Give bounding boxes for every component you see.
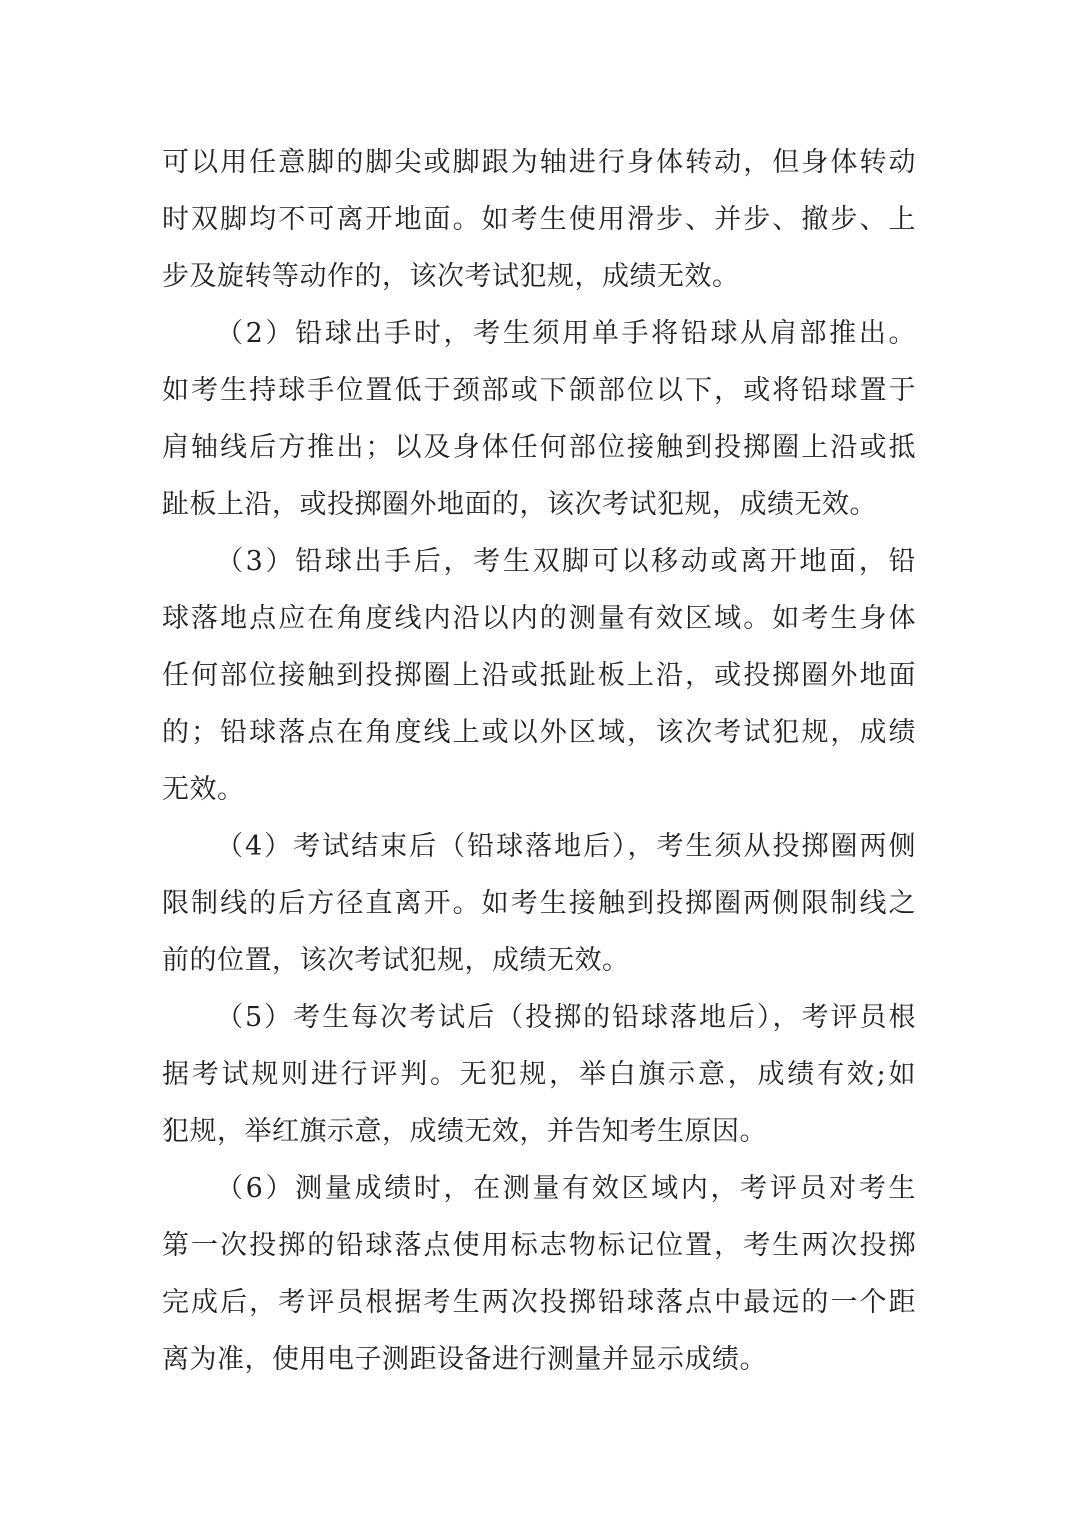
text-line: （3）铅球出手后，考生双脚可以移动或离开地面，铅	[216, 546, 916, 577]
text-line: （4）考试结束后（铅球落地后），考生须从投掷圈两侧	[216, 831, 916, 862]
text-line: 离为准，使用电子测距设备进行测量并显示成绩。	[162, 1344, 767, 1375]
text-line: 时双脚均不可离开地面。如考生使用滑步、并步、撤步、上	[162, 204, 916, 235]
paragraph-continuation	[162, 134, 916, 305]
document-text-block	[162, 134, 916, 1388]
text-line: 据考试规则进行评判。无犯规，举白旗示意，成绩有效;如	[162, 1059, 916, 1090]
text-line: 任何部位接触到投掷圈上沿或抵趾板上沿，或投掷圈外地面	[162, 660, 916, 691]
paragraph-item-2	[162, 305, 916, 533]
text-line: （6）测量成绩时，在测量有效区域内，考评员对考生	[216, 1173, 916, 1204]
text-line: 趾板上沿，或投掷圈外地面的，该次考试犯规，成绩无效。	[162, 489, 877, 520]
text-line: 可以用任意脚的脚尖或脚跟为轴进行身体转动，但身体转动	[162, 147, 916, 178]
text-line: 完成后，考评员根据考生两次投掷铅球落点中最远的一个距	[162, 1287, 916, 1318]
text-line: 球落地点应在角度线内沿以内的测量有效区域。如考生身体	[162, 603, 916, 634]
paragraph-item-6	[162, 1160, 916, 1388]
text-line: 步及旋转等动作的，该次考试犯规，成绩无效。	[162, 261, 740, 292]
text-line: （2）铅球出手时，考生须用单手将铅球从肩部推出。	[216, 318, 916, 349]
text-line: 犯规，举红旗示意，成绩无效，并告知考生原因。	[162, 1116, 767, 1147]
text-line: 的；铅球落点在角度线上或以外区域，该次考试犯规，成绩	[162, 717, 916, 748]
text-line: 第一次投掷的铅球落点使用标志物标记位置，考生两次投掷	[162, 1230, 916, 1261]
paragraph-item-4	[162, 818, 916, 989]
text-line: 肩轴线后方推出；以及身体任何部位接触到投掷圈上沿或抵	[162, 432, 916, 463]
text-line: 限制线的后方径直离开。如考生接触到投掷圈两侧限制线之	[162, 888, 916, 919]
text-line: 无效。	[162, 774, 245, 805]
paragraph-item-3	[162, 533, 916, 818]
text-line: 前的位置，该次考试犯规，成绩无效。	[162, 945, 630, 976]
paragraph-item-5	[162, 989, 916, 1160]
text-line: （5）考生每次考试后（投掷的铅球落地后），考评员根	[216, 1002, 916, 1033]
text-line: 如考生持球手位置低于颈部或下颌部位以下，或将铅球置于	[162, 375, 916, 406]
